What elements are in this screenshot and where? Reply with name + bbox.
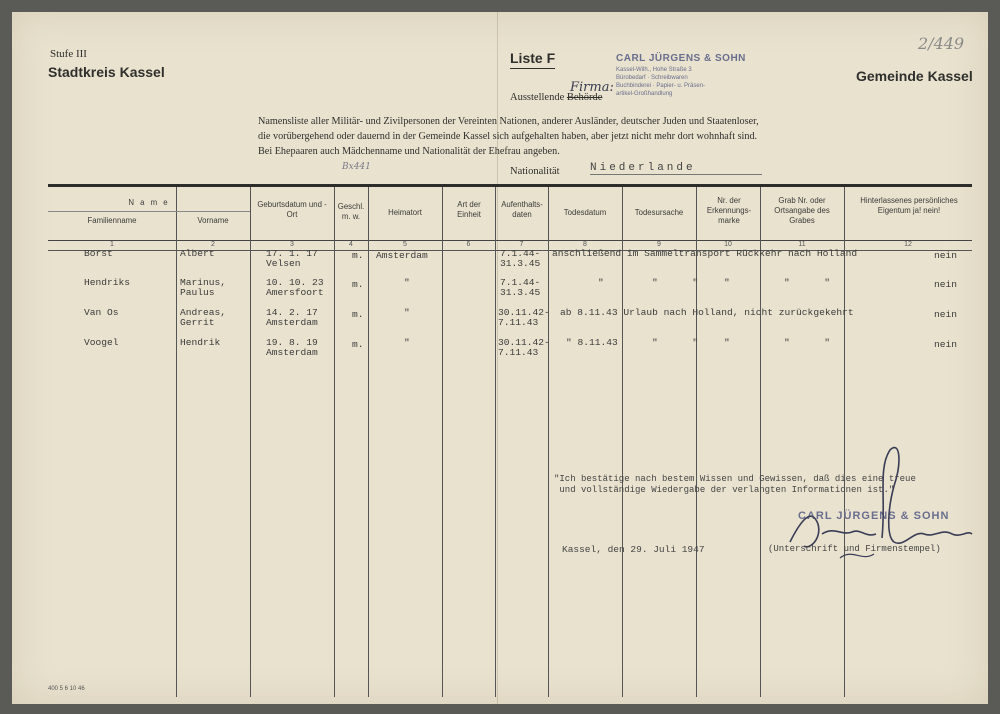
column-divider bbox=[334, 187, 335, 697]
cell-erkennungsmarke: " bbox=[724, 277, 730, 288]
intro-paragraph: Namensliste aller Militär- und Zivilpersonen der Vereinten Nationen, anderer Ausländer, deutscher Juden und Staatenloser, die vorübergehend oder dauernd in der Gemeinde Kassel sich aufgehalten haben, aber jetzt nicht mehr dort wohnhaft sind. Bei Ehepaaren auch Mädchenname und Nationalität der Ehefrau angeben. bbox=[258, 116, 759, 157]
cell-heimatort: " bbox=[404, 307, 410, 318]
column-divider bbox=[250, 187, 251, 697]
column-number: 2 bbox=[211, 241, 215, 248]
cell-geburt: 19. 8. 19 Amsterdam bbox=[266, 337, 318, 358]
header-todesursache: Todesursache bbox=[634, 208, 684, 217]
cell-heimatort: Amsterdam bbox=[376, 250, 428, 261]
cell-geburt: 14. 2. 17 Amsterdam bbox=[266, 307, 318, 328]
cell-aufenthalt: 7.1.44- 31.3.45 bbox=[500, 248, 541, 269]
signature-stamp: CARL JÜRGENS & SOHN bbox=[798, 510, 950, 522]
column-divider bbox=[760, 187, 761, 697]
stamp-line: Kassel-Wilh., Hohe Straße 3 bbox=[616, 67, 692, 73]
column-divider bbox=[696, 187, 697, 697]
cell-aufenthalt: 7.1.44- 31.3.45 bbox=[500, 277, 541, 298]
stamp-title: CARL JÜRGENS & SOHN bbox=[616, 53, 746, 64]
cell-geschlecht: m. bbox=[352, 250, 364, 261]
issuer-struck-word: Behörde bbox=[566, 92, 603, 103]
cell-todesursache: " " bbox=[652, 277, 699, 288]
column-number: 8 bbox=[583, 241, 587, 248]
issuer-label: Ausstellende bbox=[510, 92, 565, 103]
cell-aufenthalt: 30.11.42- 7.11.43 bbox=[498, 337, 550, 358]
column-number: 5 bbox=[403, 241, 407, 248]
column-number: 1 bbox=[110, 241, 114, 248]
cell-geburt: 17. 1. 17 Velsen bbox=[266, 248, 318, 269]
column-number: 3 bbox=[290, 241, 294, 248]
header-vorname: Vorname bbox=[197, 216, 229, 225]
column-number: 4 bbox=[349, 241, 353, 248]
nationality-value: Niederlande bbox=[590, 162, 762, 175]
table-top-rule bbox=[48, 184, 972, 187]
cell-geburt: 10. 10. 23 Amersfoort bbox=[266, 277, 324, 298]
cell-eigentum: nein bbox=[934, 309, 958, 320]
cell-familienname: Borst bbox=[84, 248, 113, 259]
column-number: 11 bbox=[798, 241, 806, 248]
cell-grab: " " bbox=[784, 277, 831, 288]
header-todesdatum: Todesdatum bbox=[563, 208, 607, 217]
header-grab: Grab Nr. oder Ortsangabe des Grabes bbox=[774, 196, 830, 225]
header-geburt: Geburtsdatum und -Ort bbox=[257, 200, 327, 219]
certification-text: "Ich bestätige nach bestem Wissen und Gewissen, daß dies eine treue und vollständige Wiedergabe der verlangten Informationen ist." bbox=[554, 474, 916, 495]
signature-label: (Unterschrift und Firmenstempel) bbox=[768, 544, 941, 554]
cell-todesdatum: " bbox=[598, 277, 604, 288]
cell-remark: ab 8.11.43 Urlaub nach Holland, nicht zurückgekehrt bbox=[560, 307, 854, 318]
column-number: 6 bbox=[466, 241, 471, 248]
column-number: 12 bbox=[904, 241, 912, 248]
column-number: 7 bbox=[519, 241, 524, 248]
cell-erkennungsmarke: " bbox=[724, 337, 730, 348]
name-group-rule bbox=[48, 211, 250, 212]
cell-geschlecht: m. bbox=[352, 279, 364, 290]
gemeinde-heading: Gemeinde Kassel bbox=[856, 68, 973, 84]
header-einheit: Art der Einheit bbox=[457, 200, 481, 219]
cell-todesdatum: " 8.11.43 bbox=[566, 337, 618, 348]
cell-eigentum: nein bbox=[934, 279, 958, 290]
cell-eigentum: nein bbox=[934, 250, 958, 261]
print-code: 400 5 6 10 46 bbox=[48, 686, 85, 692]
stamp-line: artikel-Großhandlung bbox=[616, 91, 673, 97]
handwritten-firma: Firma: bbox=[570, 80, 614, 95]
header-erkennungsmarke: Nr. der Erkennungs-marke bbox=[706, 196, 752, 225]
stamp-line: Buchbinderei · Papier- u. Präsen- bbox=[616, 83, 706, 89]
cell-grab: " " bbox=[784, 337, 831, 348]
company-stamp bbox=[616, 52, 766, 98]
header-eigentum: Hinterlassenes persönliches Eigentum ja! nein! bbox=[860, 196, 958, 215]
cell-vorname: Hendrik bbox=[180, 337, 221, 348]
page-number: 2/449 bbox=[918, 34, 965, 53]
header-familienname: Familienname bbox=[87, 216, 137, 225]
cell-familienname: Voogel bbox=[84, 337, 119, 348]
list-title: Liste F bbox=[510, 50, 555, 69]
cell-vorname: Albert bbox=[180, 248, 215, 259]
column-divider bbox=[548, 187, 549, 697]
cell-heimatort: " bbox=[404, 337, 410, 348]
column-divider bbox=[368, 187, 369, 697]
column-divider bbox=[622, 187, 623, 697]
cell-todesursache: " " bbox=[652, 337, 699, 348]
header-geschlecht: Geschl. m. w. bbox=[337, 202, 365, 221]
column-divider bbox=[495, 187, 496, 697]
cell-geschlecht: m. bbox=[352, 309, 364, 320]
cell-geschlecht: m. bbox=[352, 339, 364, 350]
cell-familienname: Hendriks bbox=[84, 277, 131, 288]
handwritten-signature bbox=[782, 438, 978, 578]
document-sheet bbox=[12, 12, 988, 704]
stamp-line: Bürobedarf · Schreibwaren bbox=[616, 75, 688, 81]
header-name-group: N a m e bbox=[128, 198, 170, 207]
cell-remark: anschließend im Sammeltransport Rückkehr nach Holland bbox=[552, 248, 858, 259]
cell-vorname: Andreas, Gerrit bbox=[180, 307, 227, 328]
stadtkreis-heading: Stadtkreis Kassel bbox=[48, 64, 165, 80]
nationality-label: Nationalität bbox=[510, 166, 560, 177]
cell-vorname: Marinus, Paulus bbox=[180, 277, 227, 298]
header-aufenthalt: Aufenthalts-daten bbox=[501, 200, 543, 219]
cell-aufenthalt: 30.11.42- 7.11.43 bbox=[498, 307, 550, 328]
column-number: 10 bbox=[724, 241, 732, 248]
place-date: Kassel, den 29. Juli 1947 bbox=[562, 544, 705, 555]
column-divider bbox=[176, 217, 177, 697]
column-number: 9 bbox=[657, 241, 661, 248]
cell-heimatort: " bbox=[404, 277, 410, 288]
header-heimatort: Heimatort bbox=[388, 208, 422, 217]
handwritten-note: Bx441 bbox=[342, 162, 371, 172]
column-divider bbox=[442, 187, 443, 697]
stufe-label: Stufe III bbox=[50, 48, 87, 60]
cell-familienname: Van Os bbox=[84, 307, 119, 318]
cell-eigentum: nein bbox=[934, 339, 958, 350]
